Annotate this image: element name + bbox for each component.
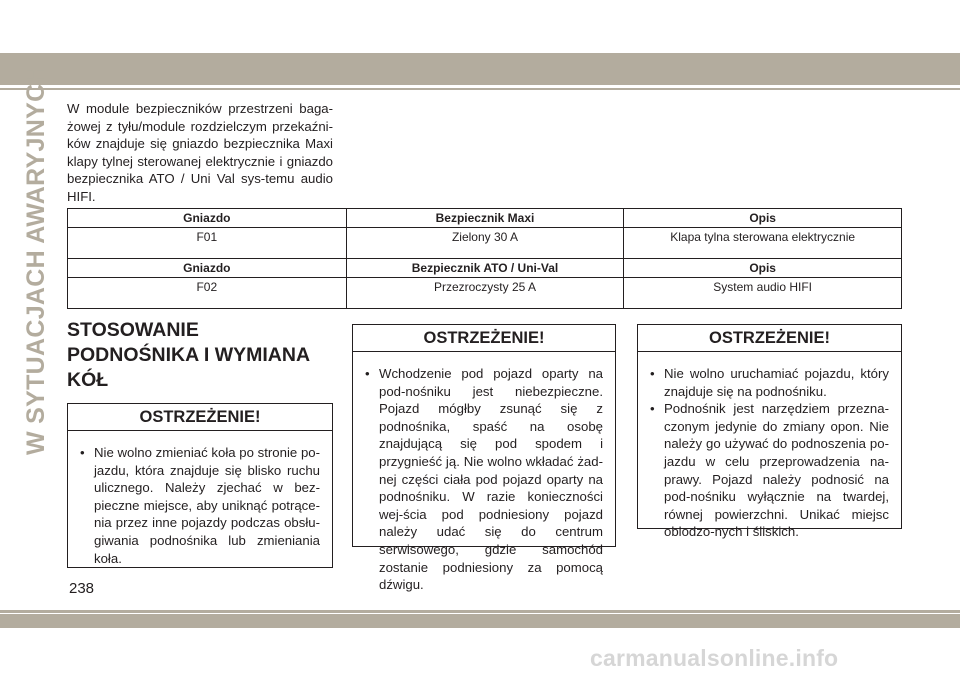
table-header-cell: Gniazdo	[68, 209, 347, 228]
warning-box	[352, 324, 616, 593]
table-header-cell: Bezpiecznik ATO / Uni-Val	[346, 259, 624, 278]
warning-box	[637, 324, 902, 540]
warning-item: • Nie wolno uruchamiać pojazdu, który znajduje się na podnośniku.	[650, 365, 889, 400]
table-header-cell: Opis	[624, 209, 902, 228]
header-band	[0, 0, 960, 53]
table-cell: Klapa tylna sterowana elektrycznie	[624, 228, 902, 259]
header-rule	[0, 88, 960, 90]
intro-paragraph: W module bezpieczników przestrzeni baga-żowej z tyłu/module rozdzielczym przekaźni-ków znajduje się gniazdo bezpiecznika Maxi klapy tylnej sterowanej elektrycznie i gniazdo bezpiecznika ATO / Uni Val sys-temu audio HIFI.	[67, 101, 333, 204]
warning-item: • Nie wolno zmieniać koła po stronie po-jazdu, która znajduje się blisko ruchu ulicznego. Należy zjechać w bez-pieczne miejsce, aby uniknąć potrące-nia przez inne pojazdy podczas obsłu-giwania podnośnika lub zmieniania koła.	[80, 444, 320, 567]
table-header-cell: Gniazdo	[68, 259, 347, 278]
table-cell: Zielony 30 A	[346, 228, 624, 259]
warning-title: OSTRZEŻENIE!	[68, 404, 332, 431]
table-cell: F01	[68, 228, 347, 259]
table-cell: Przezroczysty 25 A	[346, 278, 624, 309]
warning-item: • Podnośnik jest narzędziem przezna-czonym jedynie do zmiany opon. Nie należy go używać do podnoszenia po-jazdu w celu przeprowadzenia na-prawy. Pojazd należy podnosić na pod-nośniku wyłącznie na twardej, równej powierzchni. Unikać miejsc oblodzo-nych i śliskich.	[650, 400, 889, 541]
warning-item: • Wchodzenie pod pojazd oparty na pod-nośniku jest niebezpieczne. Pojazd mógłby zsunąć się z podnośnika, spaść na osobę znajdującą się pod spodem i przygnieść ją. Nie wolno wkładać żad-nej części ciała pod pojazd oparty na podnośniku. W razie konieczności wej-ścia pod podniesiony pojazd należy udać się do centrum serwisowego, gdzie samochód zostanie podniesiony za pomocą dźwigu.	[365, 365, 603, 594]
warning-box	[67, 403, 333, 568]
table-cell: F02	[68, 278, 347, 309]
table-header-cell: Bezpiecznik Maxi	[346, 209, 624, 228]
chapter-tab: W SYTUACJACH AWARYJNYCH	[22, 65, 50, 455]
table-row	[68, 278, 902, 309]
table-header-cell: Opis	[624, 259, 902, 278]
watermark: carmanualsonline.info	[590, 645, 839, 671]
table-header-row	[68, 259, 902, 278]
warning-title: OSTRZEŻENIE!	[353, 325, 615, 352]
footer-bar	[0, 614, 960, 628]
header-bar	[0, 53, 960, 85]
warning-title: OSTRZEŻENIE!	[638, 325, 901, 352]
footer-rule	[0, 610, 960, 613]
table-row	[68, 228, 902, 259]
fuse-table	[67, 208, 902, 309]
page-number: 238	[69, 580, 95, 597]
table-header-row	[68, 209, 902, 228]
section-title: STOSOWANIE PODNOŚNIKA I WYMIANA KÓŁ	[67, 319, 310, 391]
table-cell: System audio HIFI	[624, 278, 902, 309]
